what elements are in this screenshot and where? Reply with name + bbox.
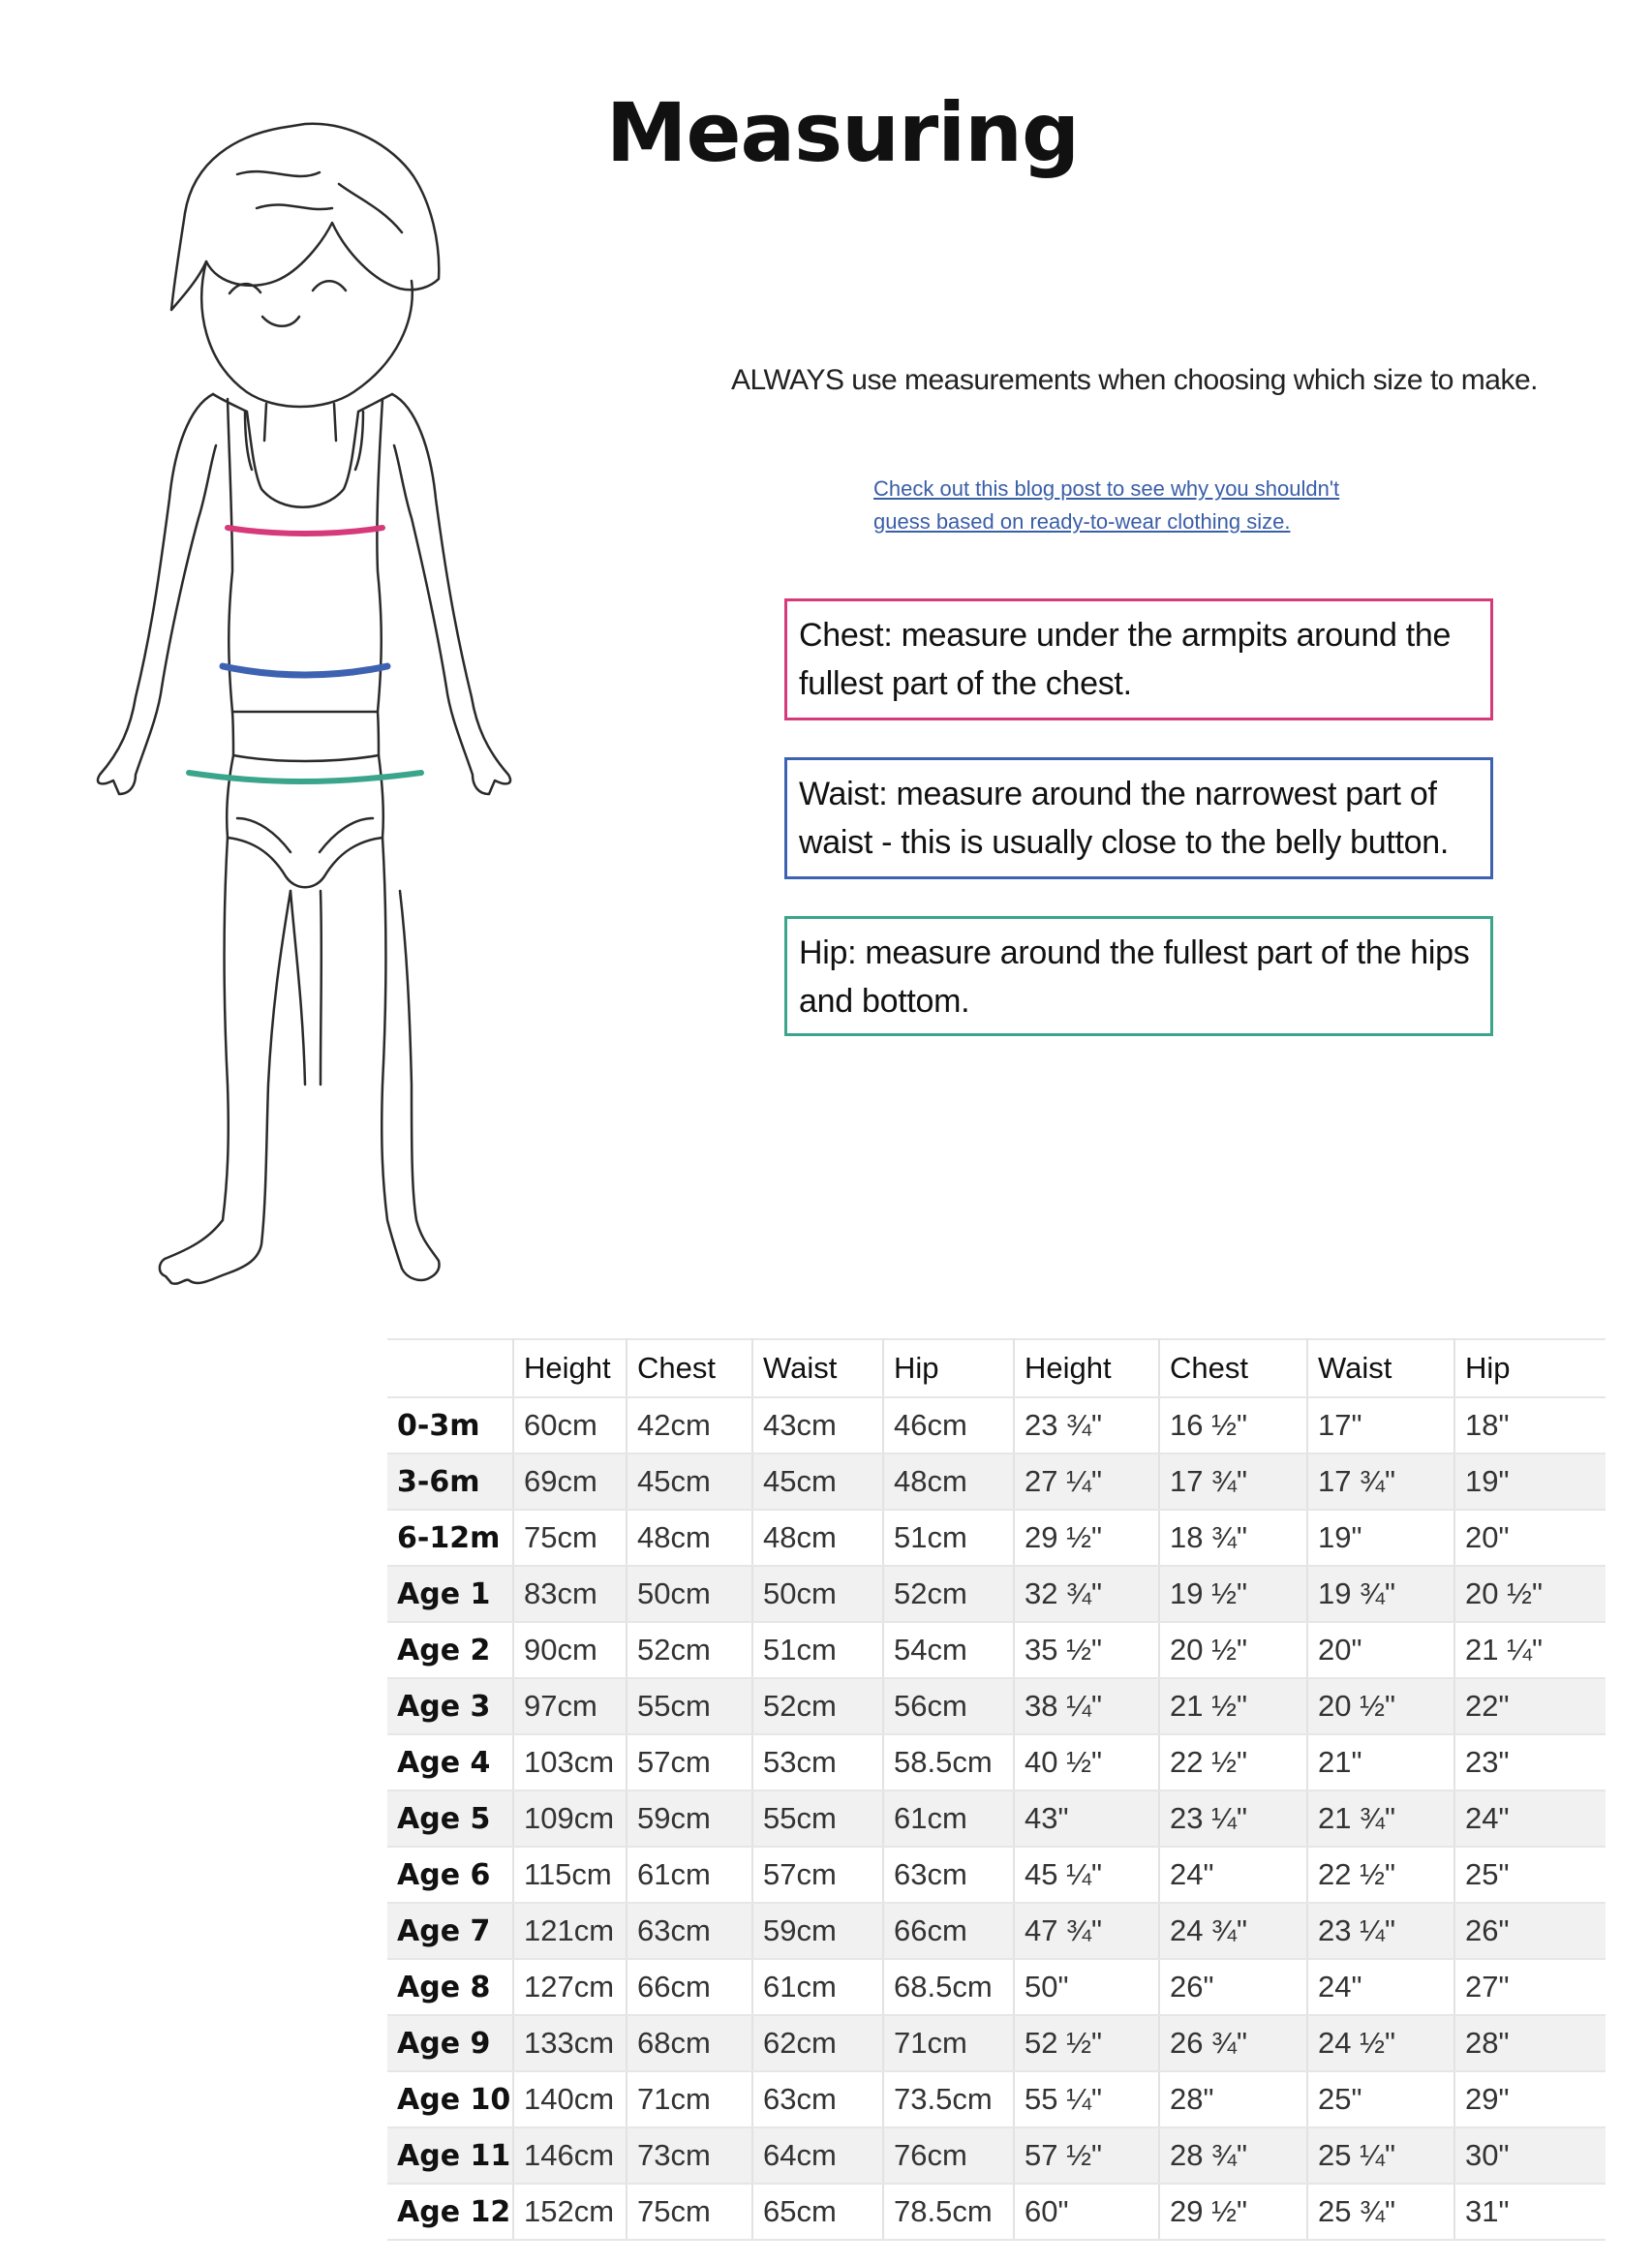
measurement-cell: 146cm [513, 2127, 627, 2184]
measurement-cell: 51cm [752, 1622, 883, 1678]
size-label-cell: Age 1 [387, 1566, 513, 1622]
measurement-cell: 90cm [513, 1622, 627, 1678]
table-row [387, 1397, 1606, 1453]
waist-measure-box: Waist: measure around the narrowest part of waist - this is usually close to the belly button. [784, 757, 1493, 879]
measurement-cell: 28 ¾" [1159, 2127, 1307, 2184]
measurement-cell: 60cm [513, 1397, 627, 1453]
measurement-cell: 109cm [513, 1790, 627, 1847]
measurement-cell: 25 ¾" [1307, 2184, 1454, 2240]
size-label-cell: Age 8 [387, 1959, 513, 2015]
table-row [387, 1734, 1606, 1790]
table-row [387, 1678, 1606, 1734]
measurement-cell: 103cm [513, 1734, 627, 1790]
measurement-cell: 60" [1014, 2184, 1159, 2240]
measurement-cell: 19" [1454, 1453, 1606, 1510]
measurement-cell: 57cm [627, 1734, 752, 1790]
measurement-cell: 24" [1159, 1847, 1307, 1903]
table-row [387, 1847, 1606, 1903]
measurement-cell: 45 ¼" [1014, 1847, 1159, 1903]
measurement-cell: 48cm [883, 1453, 1014, 1510]
table-row [387, 1790, 1606, 1847]
size-label-cell: Age 3 [387, 1678, 513, 1734]
page-title: Measuring [605, 85, 1080, 180]
table-row [387, 1903, 1606, 1959]
measurement-cell: 71cm [627, 2071, 752, 2127]
measurement-cell: 24 ½" [1307, 2015, 1454, 2071]
measurement-cell: 17" [1307, 1397, 1454, 1453]
measurement-cell: 25" [1307, 2071, 1454, 2127]
measurement-cell: 115cm [513, 1847, 627, 1903]
measurement-cell: 52cm [627, 1622, 752, 1678]
measurement-cell: 38 ¼" [1014, 1678, 1159, 1734]
measurement-cell: 63cm [883, 1847, 1014, 1903]
measurement-cell: 97cm [513, 1678, 627, 1734]
measurement-cell: 29" [1454, 2071, 1606, 2127]
measurement-cell: 20 ½" [1307, 1678, 1454, 1734]
measurement-cell: 69cm [513, 1453, 627, 1510]
measurement-cell: 22 ½" [1159, 1734, 1307, 1790]
measurement-cell: 48cm [752, 1510, 883, 1566]
header-cell: Chest [627, 1339, 752, 1397]
measurement-cell: 59cm [752, 1903, 883, 1959]
table-row [387, 2184, 1606, 2240]
measurement-cell: 78.5cm [883, 2184, 1014, 2240]
measurement-cell: 19 ¾" [1307, 1566, 1454, 1622]
table-row [387, 1566, 1606, 1622]
child-figure-illustration [92, 116, 712, 1288]
hip-measure-line [189, 773, 421, 781]
measurement-cell: 20" [1307, 1622, 1454, 1678]
measurement-cell: 22" [1454, 1678, 1606, 1734]
measurement-cell: 73cm [627, 2127, 752, 2184]
measurement-cell: 17 ¾" [1159, 1453, 1307, 1510]
header-cell: Waist [1307, 1339, 1454, 1397]
measurement-cell: 18 ¾" [1159, 1510, 1307, 1566]
chest-measure-box: Chest: measure under the armpits around the fullest part of the chest. [784, 598, 1493, 720]
measurement-cell: 22 ½" [1307, 1847, 1454, 1903]
hip-measure-box: Hip: measure around the fullest part of the hips and bottom. [784, 916, 1493, 1036]
measurement-cell: 20 ½" [1159, 1622, 1307, 1678]
measurement-cell: 24 ¾" [1159, 1903, 1307, 1959]
table-header-row [387, 1339, 1606, 1397]
table-row [387, 2015, 1606, 2071]
size-label-cell: Age 9 [387, 2015, 513, 2071]
measurement-cell: 75cm [513, 1510, 627, 1566]
measurement-cell: 64cm [752, 2127, 883, 2184]
measurement-cell: 83cm [513, 1566, 627, 1622]
measurement-cell: 63cm [752, 2071, 883, 2127]
measurement-cell: 20 ½" [1454, 1566, 1606, 1622]
chest-measure-line [228, 528, 382, 534]
measurement-cell: 24" [1454, 1790, 1606, 1847]
table-row [387, 2071, 1606, 2127]
measurement-cell: 71cm [883, 2015, 1014, 2071]
measurement-cell: 54cm [883, 1622, 1014, 1678]
measurement-cell: 51cm [883, 1510, 1014, 1566]
header-cell [387, 1339, 513, 1397]
measurement-cell: 26" [1159, 1959, 1307, 2015]
measurement-cell: 57cm [752, 1847, 883, 1903]
measurement-cell: 152cm [513, 2184, 627, 2240]
size-label-cell: 3-6m [387, 1453, 513, 1510]
size-label-cell: Age 12 [387, 2184, 513, 2240]
measurement-cell: 23 ¾" [1014, 1397, 1159, 1453]
measurement-cell: 63cm [627, 1903, 752, 1959]
intro-text: ALWAYS use measurements when choosing which size to make. [731, 364, 1539, 396]
measurement-cell: 48cm [627, 1510, 752, 1566]
measurement-cell: 76cm [883, 2127, 1014, 2184]
blog-link-line-1: Check out this blog post to see why you shouldn't [873, 476, 1340, 501]
size-chart-table [387, 1338, 1606, 2241]
measurement-cell: 68cm [627, 2015, 752, 2071]
measurement-cell: 24" [1307, 1959, 1454, 2015]
measurement-cell: 65cm [752, 2184, 883, 2240]
measurement-cell: 25 ¼" [1307, 2127, 1454, 2184]
measurement-cell: 28" [1454, 2015, 1606, 2071]
measurement-cell: 31" [1454, 2184, 1606, 2240]
header-cell: Waist [752, 1339, 883, 1397]
size-label-cell: 0-3m [387, 1397, 513, 1453]
measurement-cell: 21 ¼" [1454, 1622, 1606, 1678]
size-label-cell: Age 11 [387, 2127, 513, 2184]
measurement-cell: 53cm [752, 1734, 883, 1790]
measurement-cell: 16 ½" [1159, 1397, 1307, 1453]
header-cell: Hip [1454, 1339, 1606, 1397]
measurement-cell: 140cm [513, 2071, 627, 2127]
measurement-cell: 52cm [752, 1678, 883, 1734]
measurement-cell: 62cm [752, 2015, 883, 2071]
waist-measure-line [223, 666, 387, 675]
measurement-cell: 43" [1014, 1790, 1159, 1847]
size-label-cell: Age 6 [387, 1847, 513, 1903]
measurement-cell: 42cm [627, 1397, 752, 1453]
measurement-cell: 133cm [513, 2015, 627, 2071]
size-label-cell: 6-12m [387, 1510, 513, 1566]
blog-post-link[interactable] [873, 473, 1396, 538]
measurement-cell: 55cm [627, 1678, 752, 1734]
measurement-cell: 26 ¾" [1159, 2015, 1307, 2071]
measurement-cell: 29 ½" [1014, 1510, 1159, 1566]
measurement-cell: 23 ¼" [1159, 1790, 1307, 1847]
measurement-cell: 23" [1454, 1734, 1606, 1790]
header-cell: Hip [883, 1339, 1014, 1397]
measurement-cell: 61cm [627, 1847, 752, 1903]
measurement-cell: 55 ¼" [1014, 2071, 1159, 2127]
measurement-cell: 19 ½" [1159, 1566, 1307, 1622]
measurement-cell: 28" [1159, 2071, 1307, 2127]
measurement-cell: 21" [1307, 1734, 1454, 1790]
measurement-cell: 57 ½" [1014, 2127, 1159, 2184]
measurement-cell: 43cm [752, 1397, 883, 1453]
measurement-cell: 73.5cm [883, 2071, 1014, 2127]
measurement-cell: 45cm [752, 1453, 883, 1510]
size-label-cell: Age 7 [387, 1903, 513, 1959]
measurement-cell: 29 ½" [1159, 2184, 1307, 2240]
measurement-cell: 66cm [883, 1903, 1014, 1959]
measurement-cell: 50" [1014, 1959, 1159, 2015]
measurement-cell: 66cm [627, 1959, 752, 2015]
measurement-cell: 47 ¾" [1014, 1903, 1159, 1959]
measurement-cell: 17 ¾" [1307, 1453, 1454, 1510]
measurement-cell: 127cm [513, 1959, 627, 2015]
measurement-cell: 46cm [883, 1397, 1014, 1453]
measurement-cell: 40 ½" [1014, 1734, 1159, 1790]
measurement-cell: 20" [1454, 1510, 1606, 1566]
measurement-cell: 68.5cm [883, 1959, 1014, 2015]
measurement-cell: 21 ½" [1159, 1678, 1307, 1734]
measurement-cell: 27 ¼" [1014, 1453, 1159, 1510]
measurement-cell: 121cm [513, 1903, 627, 1959]
measurement-cell: 59cm [627, 1790, 752, 1847]
measurement-cell: 23 ¼" [1307, 1903, 1454, 1959]
measurement-cell: 26" [1454, 1903, 1606, 1959]
table-row [387, 1622, 1606, 1678]
measurement-cell: 45cm [627, 1453, 752, 1510]
table-row [387, 1453, 1606, 1510]
measurement-cell: 30" [1454, 2127, 1606, 2184]
measurement-cell: 52 ½" [1014, 2015, 1159, 2071]
measurement-cell: 58.5cm [883, 1734, 1014, 1790]
blog-link-line-2: guess based on ready-to-wear clothing size. [873, 509, 1291, 534]
header-cell: Height [513, 1339, 627, 1397]
measurement-cell: 50cm [627, 1566, 752, 1622]
header-cell: Height [1014, 1339, 1159, 1397]
size-label-cell: Age 5 [387, 1790, 513, 1847]
size-label-cell: Age 4 [387, 1734, 513, 1790]
measurement-cell: 61cm [883, 1790, 1014, 1847]
table-row [387, 2127, 1606, 2184]
measurement-cell: 27" [1454, 1959, 1606, 2015]
table-row [387, 1959, 1606, 2015]
measurement-cell: 32 ¾" [1014, 1566, 1159, 1622]
measurement-cell: 75cm [627, 2184, 752, 2240]
measurement-cell: 56cm [883, 1678, 1014, 1734]
measurement-cell: 18" [1454, 1397, 1606, 1453]
measurement-cell: 35 ½" [1014, 1622, 1159, 1678]
table-row [387, 1510, 1606, 1566]
measurement-cell: 19" [1307, 1510, 1454, 1566]
size-label-cell: Age 10 [387, 2071, 513, 2127]
measurement-cell: 50cm [752, 1566, 883, 1622]
measurement-cell: 21 ¾" [1307, 1790, 1454, 1847]
measurement-cell: 25" [1454, 1847, 1606, 1903]
measurement-cell: 52cm [883, 1566, 1014, 1622]
header-cell: Chest [1159, 1339, 1307, 1397]
size-label-cell: Age 2 [387, 1622, 513, 1678]
measurement-cell: 61cm [752, 1959, 883, 2015]
measurement-cell: 55cm [752, 1790, 883, 1847]
